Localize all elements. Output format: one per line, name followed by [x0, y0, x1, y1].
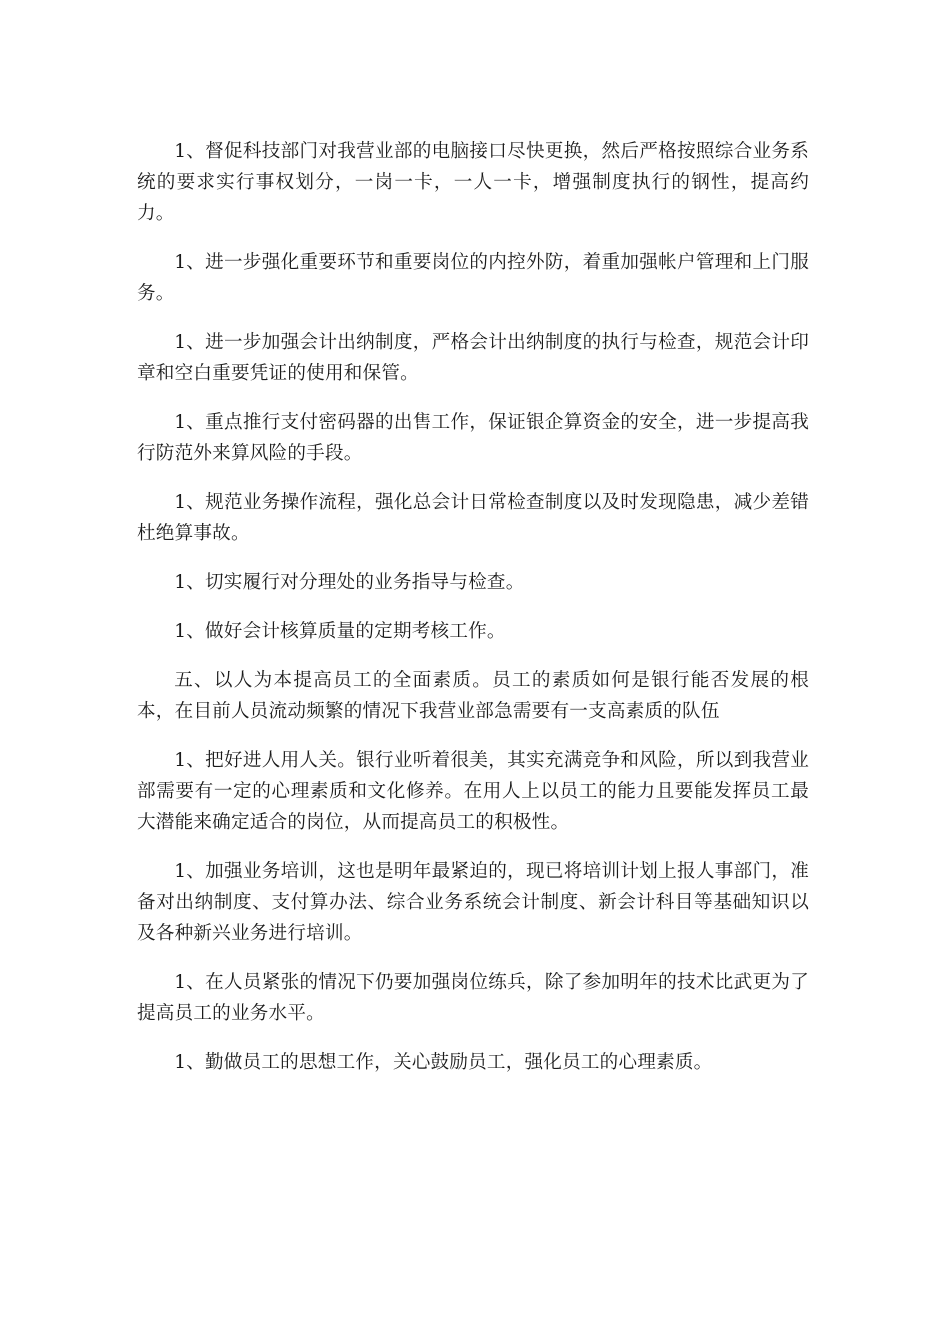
- paragraph-3: 1、进一步加强会计出纳制度，严格会计出纳制度的执行与检查，规范会计印章和空白重要凭证的使用和保管。: [137, 332, 809, 384]
- paragraph-1: 1、督促科技部门对我营业部的电脑接口尽快更换，然后严格按照综合业务系统的要求实行事权划分，一岗一卡，一人一卡，增强制度执行的钢性，提高约力。: [137, 141, 809, 224]
- paragraph-12: 1、勤做员工的思想工作，关心鼓励员工，强化员工的心理素质。: [174, 1052, 713, 1073]
- document-body: [137, 136, 809, 1096]
- paragraph-5: 1、规范业务操作流程，强化总会计日常检查制度以及时发现隐患，减少差错杜绝算事故。: [137, 492, 809, 544]
- paragraph-6: 1、切实履行对分理处的业务指导与检查。: [174, 572, 525, 593]
- paragraph-4: 1、重点推行支付密码器的出售工作，保证银企算资金的安全，进一步提高我行防范外来算风险的手段。: [137, 412, 809, 464]
- paragraph-9: 1、把好进人用人关。银行业听着很美，其实充满竞争和风险，所以到我营业部需要有一定的心理素质和文化修养。在用人上以员工的能力且要能发挥员工最大潜能来确定适合的岗位，从而提高员工的积极性。: [137, 750, 809, 833]
- paragraph-2: 1、进一步强化重要环节和重要岗位的内控外防，着重加强帐户管理和上门服务。: [137, 252, 809, 304]
- paragraph-7: 1、做好会计核算质量的定期考核工作。: [174, 621, 506, 642]
- paragraph-11: 1、在人员紧张的情况下仍要加强岗位练兵，除了参加明年的技术比武更为了提高员工的业务水平。: [137, 972, 809, 1024]
- section-heading-five: 五、以人为本提高员工的全面素质。员工的素质如何是银行能否发展的根本，在目前人员流动频繁的情况下我营业部急需要有一支高素质的队伍: [137, 670, 809, 722]
- paragraph-10: 1、加强业务培训，这也是明年最紧迫的，现已将培训计划上报人事部门，准备对出纳制度、支付算办法、综合业务系统会计制度、新会计科目等基础知识以及各种新兴业务进行培训。: [137, 861, 809, 944]
